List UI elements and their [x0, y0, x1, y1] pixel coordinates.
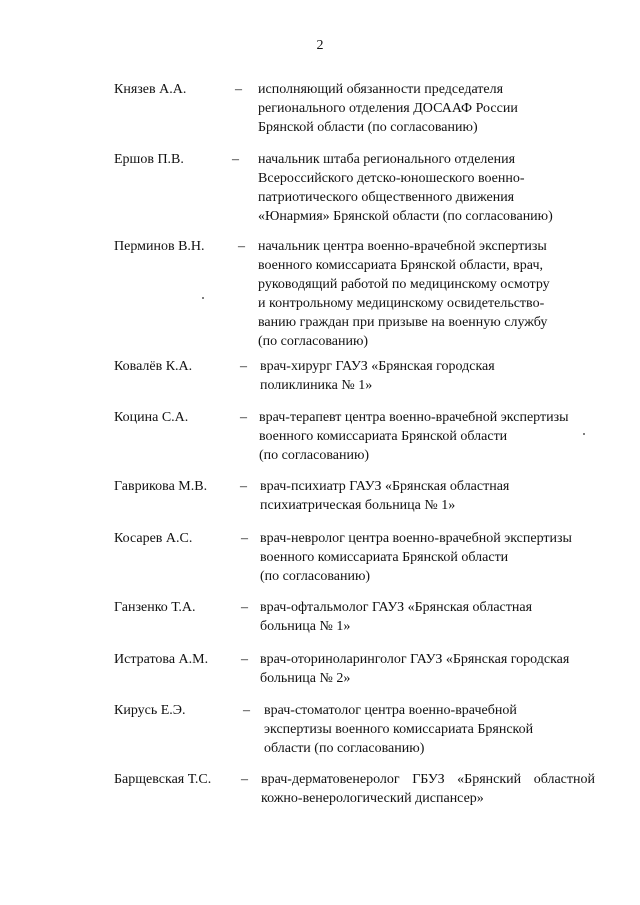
page-number: 2 — [316, 38, 324, 53]
description-line: врач-стоматолог центра военно-врачебной — [264, 703, 517, 718]
description-line: военного комиссариата Брянской области — [259, 429, 508, 444]
description-line: Брянской области (по согласованию) — [258, 120, 478, 135]
scan-speck — [202, 297, 204, 299]
description-line: врач-хирург ГАУЗ «Брянская городская — [260, 359, 495, 374]
description-line: кожно-венерологический диспансер» — [261, 791, 484, 806]
member-description — [260, 598, 600, 636]
dash: – — [241, 531, 248, 546]
description-line: военного комиссариата Брянской области, врач, — [258, 258, 543, 273]
member-name: Перминов В.Н. — [114, 239, 205, 254]
word: областной — [533, 772, 595, 787]
member-description — [261, 770, 601, 808]
dash: – — [243, 703, 250, 718]
member-name: Истратова А.М. — [114, 652, 209, 667]
description-line: (по согласованию) — [259, 448, 370, 463]
description-line: врач-психиатр ГАУЗ «Брянская областная — [260, 479, 510, 494]
dash: – — [232, 152, 239, 167]
description-line: и контрольному медицинскому освидетельство- — [258, 296, 545, 311]
member-description — [260, 477, 600, 515]
description-line: военного комиссариата Брянской области — [260, 550, 509, 565]
member-description — [258, 237, 598, 351]
description-line: (по согласованию) — [260, 569, 371, 584]
member-description — [260, 650, 600, 688]
description-line: регионального отделения ДОСААФ России — [258, 101, 518, 116]
description-line: Всероссийского детско-юношеского военно- — [258, 171, 525, 186]
member-description — [258, 150, 598, 226]
member-description — [260, 357, 600, 395]
member-name: Ершов П.В. — [114, 152, 184, 167]
dash: – — [238, 239, 245, 254]
word: ГБУЗ — [412, 772, 445, 787]
description-line: начальник центра военно-врачебной экспертизы — [258, 239, 547, 254]
word: врач-дерматовенеролог — [261, 772, 400, 787]
member-name: Ковалёв К.А. — [114, 359, 193, 374]
dash: – — [240, 410, 247, 425]
member-name: Князев А.А. — [114, 82, 187, 97]
dash: – — [241, 772, 248, 787]
description-line: патриотического общественного движения — [258, 190, 515, 205]
description-line: врач-офтальмолог ГАУЗ «Брянская областная — [260, 600, 533, 615]
member-description — [260, 529, 600, 586]
word: «Брянский — [457, 772, 522, 787]
description-line: начальник штаба регионального отделения — [258, 152, 516, 167]
description-line: области (по согласованию) — [264, 741, 425, 756]
description-line: ванию граждан при призыве на военную службу — [258, 315, 548, 330]
description-line — [261, 770, 595, 789]
description-line: врач-терапевт центра военно-врачебной экспертизы — [259, 410, 569, 425]
dash: – — [241, 600, 248, 615]
description-line: исполняющий обязанности председателя — [258, 82, 504, 97]
description-line: врач-оториноларинголог ГАУЗ «Брянская городская — [260, 652, 570, 667]
description-line: экспертизы военного комиссариата Брянской — [264, 722, 534, 737]
description-line: врач-невролог центра военно-врачебной экспертизы — [260, 531, 572, 546]
description-line: (по согласованию) — [258, 334, 369, 349]
description-line: руководящий работой по медицинскому осмотру — [258, 277, 550, 292]
description-line: «Юнармия» Брянской области (по согласованию) — [258, 209, 553, 224]
member-name: Кирусь Е.Э. — [114, 703, 186, 718]
description-line: поликлиника № 1» — [260, 378, 373, 393]
dash: – — [240, 359, 247, 374]
member-name: Косарев А.С. — [114, 531, 193, 546]
dash: – — [235, 82, 242, 97]
dash: – — [241, 652, 248, 667]
member-name: Барщевская Т.С. — [114, 772, 212, 787]
description-line: психиатрическая больница № 1» — [260, 498, 456, 513]
member-name: Ганзенко Т.А. — [114, 600, 196, 615]
description-line: больница № 2» — [260, 671, 351, 686]
dash: – — [240, 479, 247, 494]
member-description — [264, 701, 604, 758]
member-description — [258, 80, 598, 137]
member-description — [259, 408, 599, 465]
member-name: Гаврикова М.В. — [114, 479, 208, 494]
description-line: больница № 1» — [260, 619, 351, 634]
scan-speck — [583, 433, 585, 435]
member-name: Коцина С.А. — [114, 410, 189, 425]
